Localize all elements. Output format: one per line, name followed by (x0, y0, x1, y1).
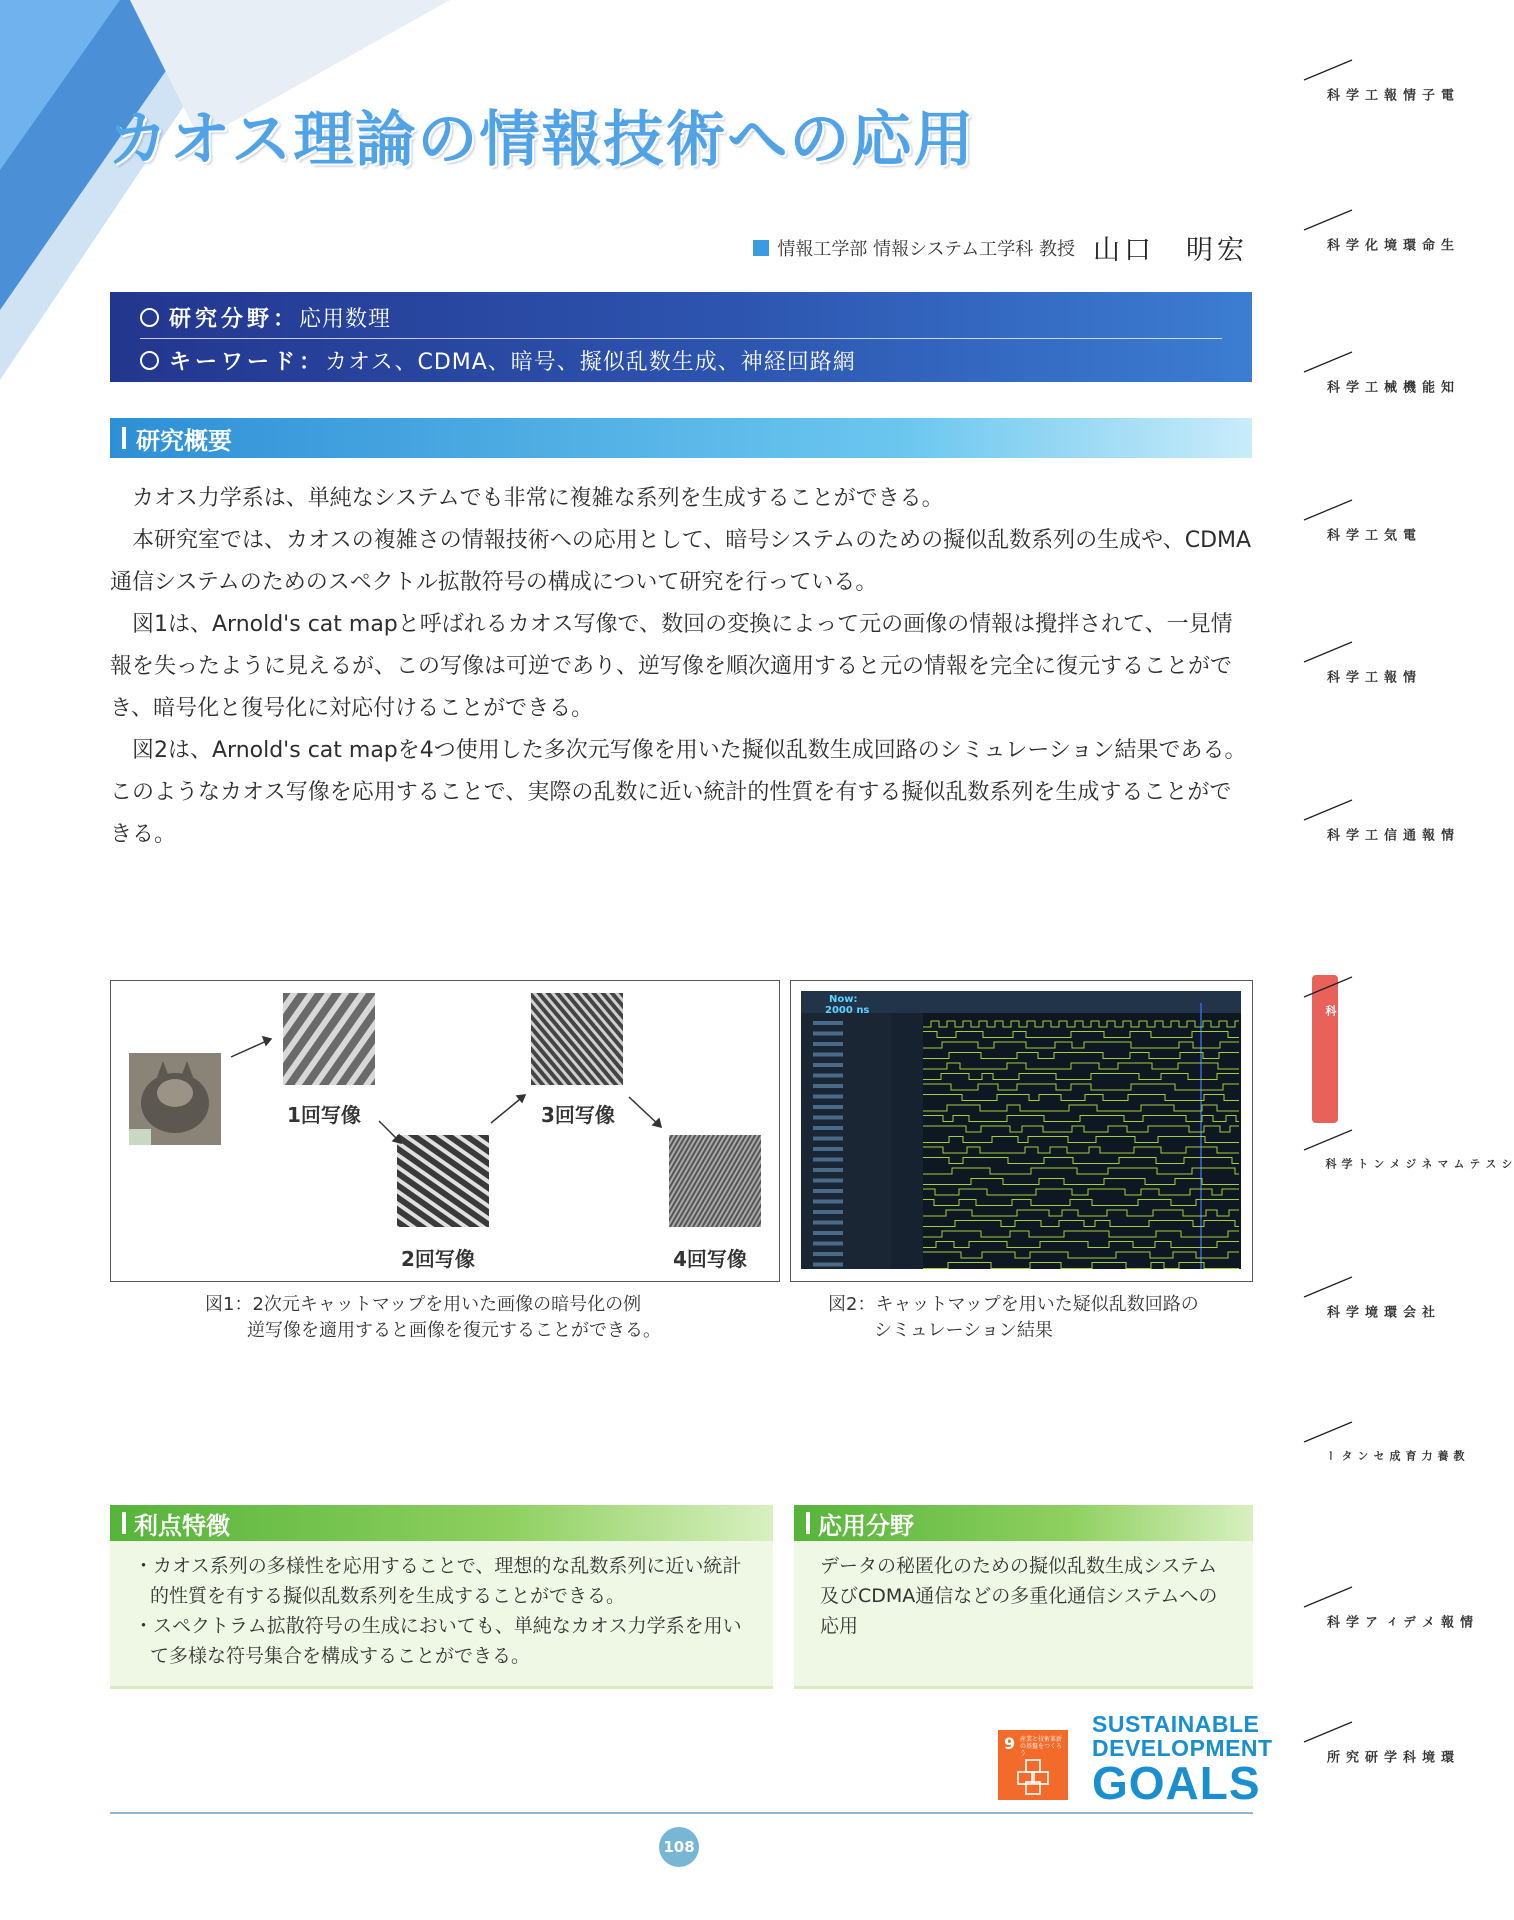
advantage-item: ・スペクトラム拡散符号の生成においても、単純なカオス力学系を用いて多様な符号集合を構成することができる。 (134, 1615, 742, 1667)
sidebar-item-label: 生命環境化学科 (1324, 238, 1453, 252)
sidebar-item-label: 社会環境学科 (1324, 1305, 1434, 1319)
signal-name-marker (813, 1095, 843, 1099)
applications-heading (794, 1505, 1253, 1541)
overview-body (110, 478, 1252, 856)
overview-paragraph: カオス力学系は、単純なシステムでも非常に複雑な系列を生成することができる。 (132, 486, 944, 511)
signal-name-marker (813, 1252, 843, 1256)
sdg-line-2: DEVELOPMENT (1092, 1735, 1273, 1761)
bullet-square-icon (753, 240, 769, 256)
heading-bar-icon (122, 427, 126, 449)
figure-2 (790, 980, 1253, 1282)
sidebar-item-label: 情報システム工学科 (1324, 1005, 1465, 1017)
sidebar-item-label: 教養力育成センター (1324, 1450, 1465, 1462)
signal-name-marker (813, 1189, 843, 1193)
signal-name-marker (813, 1074, 843, 1078)
figure-1 (110, 980, 780, 1282)
signal-name-marker (813, 1021, 843, 1025)
signal-name-marker (813, 1179, 843, 1183)
tab-divider (1300, 208, 1358, 232)
sidebar-item[interactable] (1300, 58, 1453, 102)
applications-heading-text: 応用分野 (818, 1511, 914, 1540)
keywords-label: キーワード： (169, 349, 326, 375)
sidebar-item-label: 環境科学研究所 (1324, 1750, 1453, 1764)
heading-bar-icon (122, 1512, 126, 1534)
signal-name-marker (813, 1168, 843, 1172)
field-value: 応用数理 (299, 306, 392, 332)
original-cat-image (129, 1053, 221, 1145)
signal-name-marker (813, 1042, 843, 1046)
tab-divider (1300, 350, 1358, 374)
map-image-1 (283, 993, 375, 1085)
caption-line: 逆写像を適用すると画像を復元することができる。 (247, 1320, 661, 1341)
sidebar-item[interactable] (1300, 1275, 1434, 1319)
signal-name-marker (813, 1116, 843, 1120)
signal-name-marker (813, 1210, 843, 1214)
label-map-4: 4回写像 (673, 1247, 747, 1271)
sidebar-item[interactable] (1300, 1585, 1472, 1629)
caption-line: シミュレーション結果 (874, 1320, 1053, 1341)
circle-icon (140, 351, 159, 370)
tab-divider (1300, 975, 1358, 999)
map-image-4 (669, 1135, 761, 1227)
sdg-logo (1092, 1711, 1273, 1809)
signal-name-marker (813, 1231, 843, 1235)
sidebar-item-label: 情報通信工学科 (1324, 828, 1453, 842)
page-title: カオス理論の情報技術への応用 (108, 105, 976, 175)
cat-map-diagram (111, 981, 778, 1280)
sidebar-item[interactable] (1300, 498, 1415, 542)
divider (140, 338, 1222, 339)
sidebar-item[interactable] (1300, 975, 1465, 1017)
author-department: 情報工学部 情報システム工学科 教授 (777, 238, 1075, 260)
keywords-value: カオス、CDMA、暗号、擬似乱数生成、神経回路網 (325, 349, 856, 375)
sidebar-item[interactable] (1300, 640, 1415, 684)
signal-name-marker (813, 1053, 843, 1057)
signal-name-marker (813, 1137, 843, 1141)
tab-divider (1300, 1128, 1358, 1152)
advantage-item: ・カオス系列の多様性を応用することで、理想的な乱数系列に近い統計的性質を有する擬似乱数系列を生成することができる。 (134, 1555, 742, 1607)
applications-text: データの秘匿化のための擬似乱数生成システム及びCDMA通信などの多重化通信システムへの応用 (820, 1555, 1218, 1637)
caption-line: 図2：キャットマップを用いた疑似乱数回路の (828, 1294, 1199, 1315)
now-label: Now: (829, 994, 858, 1005)
figure-1-caption (205, 1292, 661, 1344)
tab-divider (1300, 1420, 1358, 1444)
sidebar-item-label: 知能機械工学科 (1324, 380, 1453, 394)
sidebar-item-label: 電子情報工学科 (1324, 88, 1453, 102)
tab-divider (1300, 1585, 1358, 1609)
tab-divider (1300, 1275, 1358, 1299)
overview-heading (110, 418, 1252, 458)
sidebar-item[interactable] (1300, 798, 1453, 842)
signal-name-marker (813, 1242, 843, 1246)
signal-name-marker (813, 1200, 843, 1204)
tab-divider (1300, 498, 1358, 522)
signal-name-marker (813, 1221, 843, 1225)
cube-icon (1014, 1758, 1054, 1796)
tab-divider (1300, 58, 1358, 82)
applications-body (794, 1541, 1253, 1689)
sidebar-item[interactable] (1300, 1420, 1465, 1462)
research-field-row (140, 298, 1222, 336)
advantages-body (110, 1541, 773, 1689)
sdg-goal-number: 9 (1004, 1734, 1016, 1753)
sdg-goal-9-icon (998, 1730, 1068, 1800)
signal-name-marker (813, 1063, 843, 1067)
simulation-waveform (791, 981, 1251, 1280)
signal-name-marker (813, 1032, 843, 1036)
footer-rule (110, 1812, 1253, 1814)
signal-name-marker (813, 1105, 843, 1109)
heading-bar-icon (806, 1512, 810, 1534)
sidebar-item[interactable] (1300, 350, 1453, 394)
overview-paragraph: 図2は、Arnold's cat mapを4つ使用した多次元写像を用いた擬似乱数生成回路のシミュレーション結果である。このようなカオス写像を応用することで、実際の乱数に近い統計的性質を有する擬似乱数系列を生成することができる。 (110, 738, 1247, 847)
map-image-2 (397, 1135, 489, 1227)
now-value: 2000 ns (825, 1005, 870, 1016)
overview-heading-text: 研究概要 (136, 426, 232, 455)
caption-line: 図1：2次元キャットマップを用いた画像の暗号化の例 (205, 1294, 642, 1315)
sdg-line-1: SUSTAINABLE (1092, 1711, 1260, 1737)
author-name: 山口 明宏 (1093, 235, 1248, 266)
advantages-heading (110, 1505, 773, 1541)
tab-divider (1300, 1720, 1358, 1744)
signal-name-marker (813, 1126, 843, 1130)
figure-2-caption (828, 1292, 1199, 1344)
field-label: 研究分野： (169, 306, 300, 332)
sdg-line-3: GOALS (1092, 1757, 1261, 1809)
keywords-row (140, 341, 1222, 379)
tab-divider (1300, 640, 1358, 664)
sidebar-item-label: システムマネジメント学科 (1324, 1158, 1513, 1170)
label-map-1: 1回写像 (287, 1103, 361, 1127)
sidebar-item[interactable] (1300, 1720, 1453, 1764)
label-map-3: 3回写像 (541, 1103, 615, 1127)
signal-name-marker (813, 1147, 843, 1151)
label-map-2: 2回写像 (401, 1247, 475, 1271)
sdg-goal-text: 産業と技術革新の基盤をつくろう (1020, 1736, 1063, 1757)
page-number: 108 (659, 1827, 699, 1867)
department-index (1300, 40, 1513, 1920)
signal-name-marker (813, 1263, 843, 1267)
sidebar-item-label: 情報工学科 (1324, 670, 1415, 684)
sidebar-item[interactable] (1300, 1128, 1513, 1170)
signal-name-marker (813, 1158, 843, 1162)
research-field-box (110, 292, 1252, 382)
signal-name-marker (813, 1084, 843, 1088)
tab-divider (1300, 798, 1358, 822)
circle-icon (140, 308, 159, 327)
sidebar-item[interactable] (1300, 208, 1453, 252)
sidebar-item-label: 電気工学科 (1324, 528, 1415, 542)
overview-paragraph: 図1は、Arnold's cat mapと呼ばれるカオス写像で、数回の変換によって元の画像の情報は攪拌されて、一見情報を失ったように見えるが、この写像は可逆であり、逆写像を順次適用すると元の情報を完全に復元することができ、暗号化と復号化に対応付けることができる。 (110, 612, 1233, 721)
overview-paragraph: 本研究室では、カオスの複雑さの情報技術への応用として、暗号システムのための擬似乱数系列の生成や、CDMA通信システムのためのスペクトル拡散符号の構成について研究を行っている。 (110, 528, 1252, 595)
advantages-heading-text: 利点特徴 (134, 1511, 230, 1540)
author-line (753, 228, 1248, 267)
sidebar-item-label: 情報メディア学科 (1324, 1615, 1472, 1629)
map-image-3 (531, 993, 623, 1085)
